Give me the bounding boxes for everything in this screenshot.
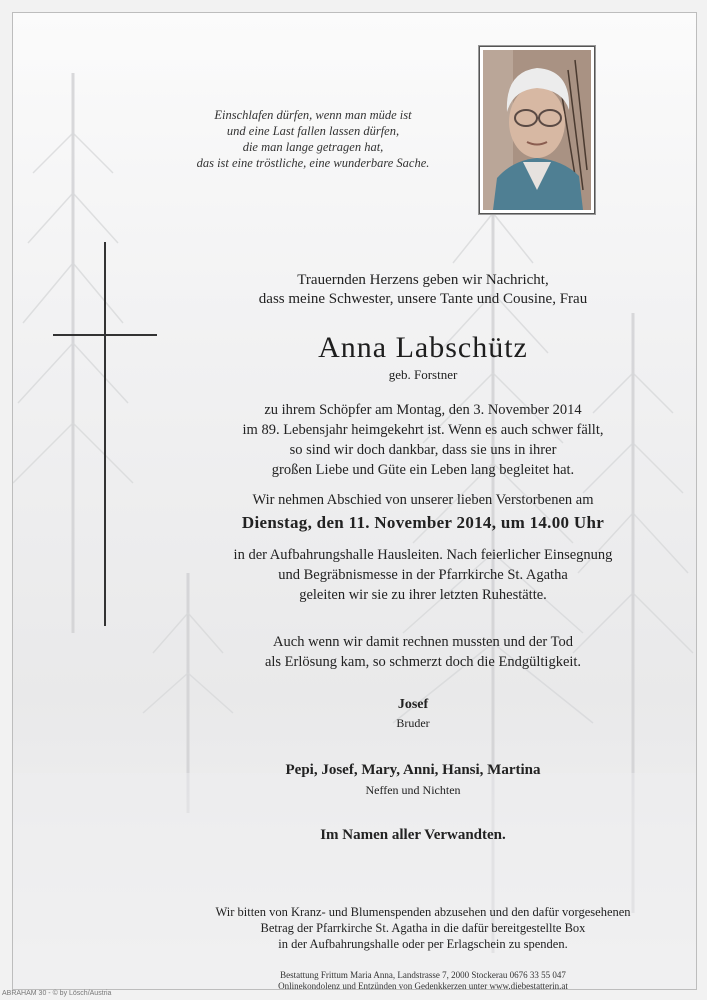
paragraph-line: Auch wenn wir damit rechnen mussten und der Tod bbox=[273, 634, 573, 650]
paragraph-line: im 89. Lebensjahr heimgekehrt ist. Wenn es auch schwer fällt, bbox=[242, 422, 604, 438]
paragraph-line: zu ihrem Schöpfer am Montag, den 3. November 2014 bbox=[264, 402, 582, 418]
paragraph-line: und Begräbnismesse in der Pfarrkirche St. Agatha bbox=[278, 567, 568, 583]
cross-horizontal-beam bbox=[53, 334, 157, 336]
verse-line: und eine Last fallen lassen dürfen, bbox=[226, 124, 400, 138]
template-credit: ABRAHAM 30 - © by Lösch/Austria bbox=[2, 990, 112, 997]
farewell-line: Wir nehmen Abschied von unserer lieben Verstorbenen am bbox=[252, 492, 594, 508]
deceased-name: Anna Labschütz bbox=[318, 331, 528, 364]
reflection-paragraph bbox=[173, 632, 673, 672]
mourner-names: Josef bbox=[397, 697, 429, 712]
closing-line: Im Namen aller Verwandten. bbox=[320, 827, 506, 843]
note-line: in der Aufbahrungshalle oder per Erlagschein zu spenden. bbox=[278, 937, 568, 951]
footer-address: Bestattung Frittum Maria Anna, Landstrasse 7, 2000 Stockerau 0676 33 55 047 bbox=[280, 970, 566, 980]
donation-note bbox=[143, 904, 697, 952]
paragraph-line: so sind wir doch dankbar, dass sie uns in ihrer bbox=[289, 442, 557, 458]
maiden-name: geb. Forstner bbox=[388, 367, 458, 382]
opening-verse bbox=[163, 107, 463, 171]
intro-line: dass meine Schwester, unsere Tante und Cousine, Frau bbox=[258, 291, 588, 307]
mourner-names: Pepi, Josef, Mary, Anni, Hansi, Martina bbox=[285, 762, 541, 778]
passing-paragraph bbox=[173, 400, 673, 480]
cross-vertical-beam bbox=[104, 242, 106, 626]
mourner-relation: Neffen und Nichten bbox=[365, 783, 461, 797]
note-line: Wir bitten von Kranz- und Blumenspenden abzusehen und den dafür vorgesehenen bbox=[215, 905, 631, 919]
verse-line: Einschlafen dürfen, wenn man müde ist bbox=[214, 108, 412, 122]
paragraph-line: als Erlösung kam, so schmerzt doch die Endgültigkeit. bbox=[264, 654, 582, 670]
obituary-card bbox=[12, 12, 697, 990]
paragraph-line: in der Aufbahrungshalle Hausleiten. Nach feierlicher Einsegnung bbox=[233, 547, 613, 563]
funeral-date: Dienstag, den 11. November 2014, um 14.00 Uhr bbox=[241, 513, 605, 532]
note-line: Betrag der Pfarrkirche St. Agatha in die dafür bereitgestellte Box bbox=[260, 921, 586, 935]
paragraph-line: großen Liebe und Güte ein Leben lang begleitet hat. bbox=[271, 462, 575, 478]
announcement-intro bbox=[163, 271, 683, 309]
mourner-relation: Bruder bbox=[396, 716, 430, 730]
portrait-photo-frame bbox=[479, 46, 595, 214]
verse-line: das ist eine tröstliche, eine wunderbare Sache. bbox=[196, 156, 430, 170]
paragraph-line: geleiten wir sie zu ihrer letzten Ruhestätte. bbox=[299, 587, 547, 603]
portrait-photo bbox=[483, 50, 591, 210]
footer-website: Onlinekondolenz und Entzünden von Gedenkkerzen unter www.diebestatterin.at bbox=[278, 981, 568, 990]
funeral-details bbox=[173, 545, 673, 605]
funeral-home-footer bbox=[143, 970, 697, 990]
verse-line: die man lange getragen hat, bbox=[242, 140, 384, 154]
intro-line: Trauernden Herzens geben wir Nachricht, bbox=[297, 272, 549, 288]
